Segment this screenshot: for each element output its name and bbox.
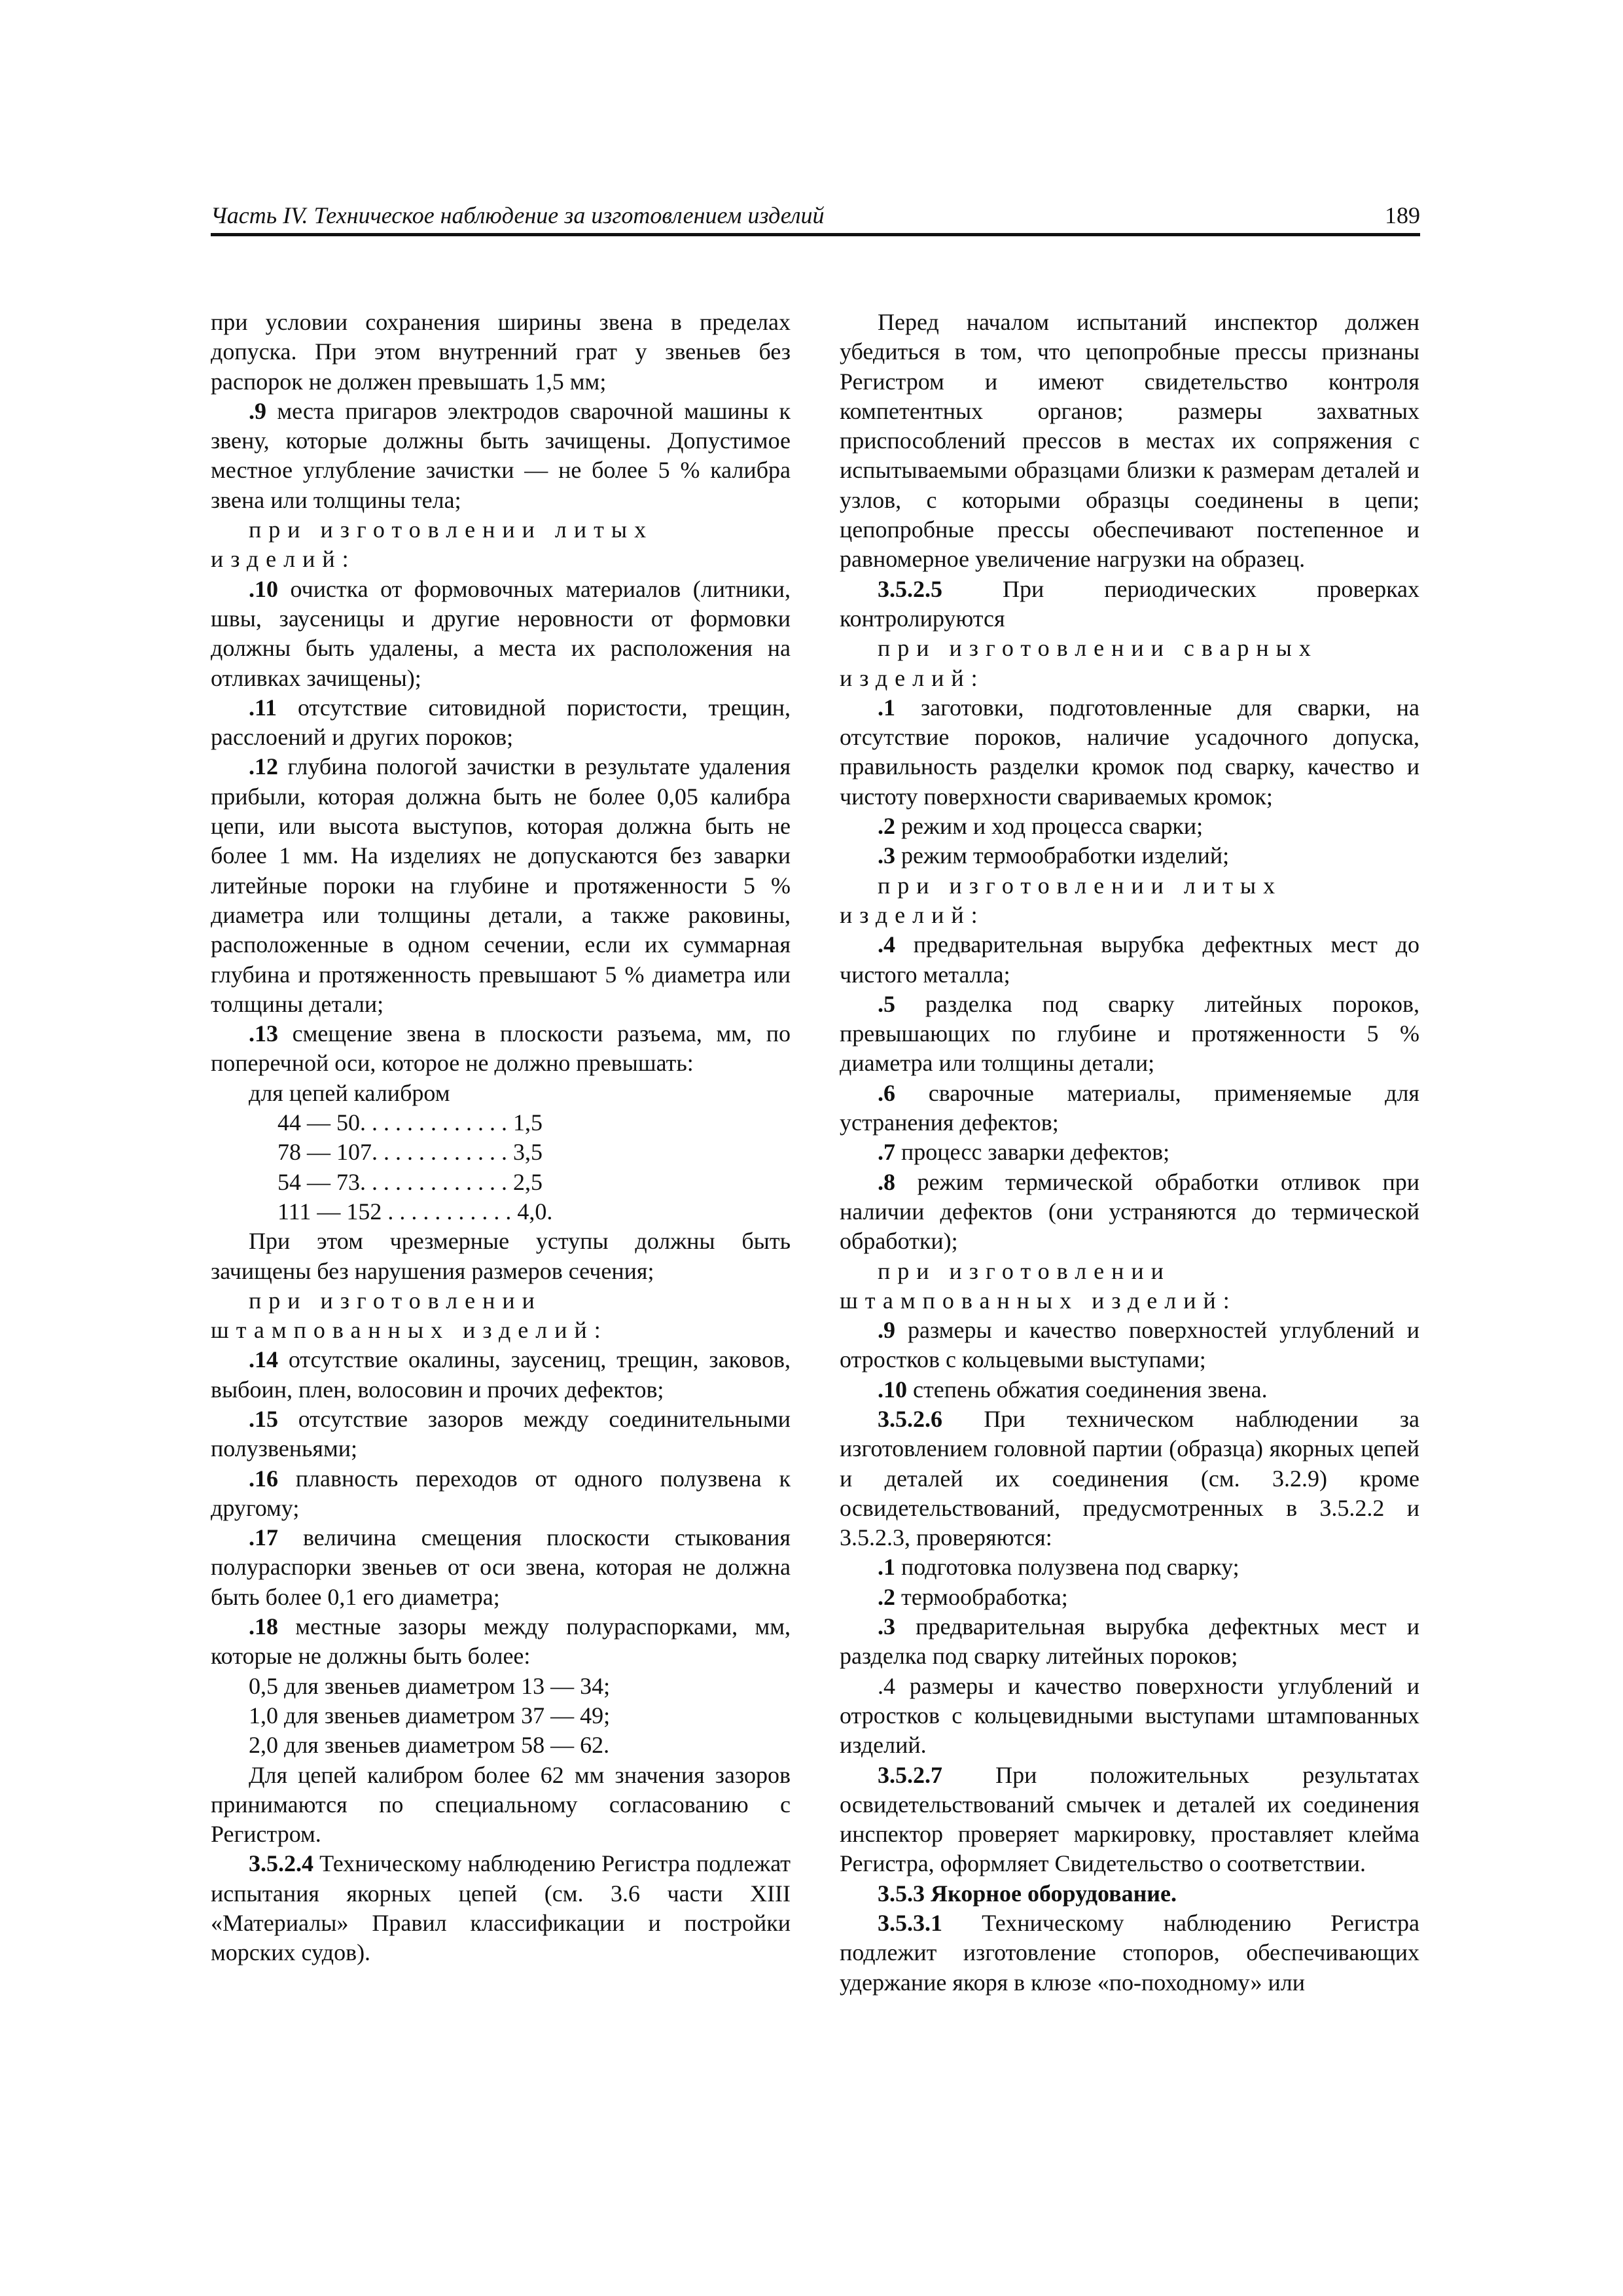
paragraph-text: 111 — 152 . . . . . . . . . . . 4,0. bbox=[277, 1198, 553, 1225]
paragraph bbox=[840, 930, 1419, 990]
item-number: .5 bbox=[878, 990, 895, 1017]
paragraph bbox=[840, 1316, 1419, 1375]
item-number: 3.5.2.5 bbox=[878, 575, 942, 602]
paragraph bbox=[211, 693, 791, 753]
item-number: .14 bbox=[249, 1346, 278, 1373]
paragraph-text: глубина пологой зачистки в результате удаления прибыли, которая должна быть не более 0,05 калибра цепи, или высота выступов, которая должна быть не более 1 мм. На изделиях не допускаются без заварки литейные пороки на глубине и протяженности 5 % диаметра или толщины детали, а также раковины, расположенные в одном сечении, если их суммарная глубина и протяженность превышают 5 % диаметра или толщины детали; bbox=[211, 753, 791, 1017]
paragraph-text: 0,5 для звеньев диаметром 13 — 34; bbox=[249, 1672, 611, 1699]
paragraph-text: Техническому наблюдению Регистра подлежит изготовление стопоров, обеспечивающих удержание якоря в клюзе «по-походному» или bbox=[840, 1910, 1419, 1996]
left-column bbox=[211, 308, 791, 1968]
item-number: .10 bbox=[249, 575, 278, 602]
paragraph bbox=[840, 1375, 1419, 1405]
item-number: 3.5.2.7 bbox=[878, 1761, 942, 1788]
paragraph-text: отсутствие окалины, заусениц, трещин, заковов, выбоин, плен, волосовин и прочих дефектов; bbox=[211, 1346, 791, 1403]
item-number: .1 bbox=[878, 694, 895, 721]
paragraph bbox=[211, 1138, 791, 1167]
paragraph bbox=[840, 1909, 1419, 1998]
paragraph bbox=[840, 1552, 1419, 1582]
paragraph bbox=[840, 1761, 1419, 1879]
paragraph bbox=[840, 841, 1419, 870]
paragraph-text: заготовки, подготовленные для сварки, на отсутствие пороков, наличие усадочного допуска, правильность разделки кромок под сварку, качество и чистоту поверхности свариваемых кромок; bbox=[840, 694, 1419, 810]
paragraph-text: 54 — 73. . . . . . . . . . . . . 2,5 bbox=[277, 1168, 543, 1195]
paragraph bbox=[211, 1079, 791, 1108]
page-number: 189 bbox=[1385, 202, 1420, 228]
paragraph bbox=[840, 871, 1419, 931]
paragraph-text: .4 размеры и качество поверхности углублений и отростков с кольцевидными выступами штампованных изделий. bbox=[840, 1672, 1419, 1759]
paragraph-text: при изготовлении штампованных изделий: bbox=[840, 1257, 1237, 1314]
item-number: .9 bbox=[878, 1317, 895, 1344]
item-number: 3.5.3.1 bbox=[878, 1910, 942, 1937]
paragraph-text: при изготовлении литых изделий: bbox=[840, 872, 1283, 928]
paragraph bbox=[211, 1405, 791, 1464]
item-number: .15 bbox=[249, 1405, 278, 1432]
paragraph-text: режим и ход процесса сварки; bbox=[895, 813, 1204, 840]
paragraph-text: при изготовлении литых изделий: bbox=[211, 516, 654, 573]
item-number: .2 bbox=[878, 1583, 895, 1610]
paragraph-text: места пригаров электродов сварочной машины к звену, которые должны быть зачищены. Допустимое местное углубление зачистки — не более 5 % калибра звена или толщины тела; bbox=[211, 397, 791, 513]
paragraph bbox=[840, 634, 1419, 693]
paragraph-text: Для цепей калибром более 62 мм значения зазоров принимаются по специальному согласованию с Регистром. bbox=[211, 1761, 791, 1848]
paragraph-text: отсутствие зазоров между соединительными полузвеньями; bbox=[211, 1405, 791, 1462]
paragraph bbox=[211, 1227, 791, 1286]
paragraph bbox=[211, 1108, 791, 1138]
paragraph bbox=[211, 1672, 791, 1701]
paragraph-text: режим термической обработки отливок при наличии дефектов (они устраняются до термической обработки); bbox=[840, 1168, 1419, 1255]
paragraph bbox=[211, 1523, 791, 1612]
right-column bbox=[840, 308, 1419, 1998]
paragraph bbox=[840, 575, 1419, 634]
item-number: 3.5.2.6 bbox=[878, 1405, 942, 1432]
paragraph-text: Перед началом испытаний инспектор должен убедиться в том, что цепопробные прессы признаны Регистром и имеют свидетельство контроля компетентных органов; размеры захватных приспособлений прессов в местах их сопряжения с испытываемыми образцами близки к размерам деталей и узлов, с которыми образцы соединены в цепи; цепопробные прессы обеспечивают постепенное и равномерное увеличение нагрузки на образец. bbox=[840, 309, 1419, 573]
item-number: .9 bbox=[249, 397, 266, 424]
paragraph-text: размеры и качество поверхностей углублений и отростков с кольцевыми выступами; bbox=[840, 1317, 1419, 1373]
item-number: .4 bbox=[878, 931, 895, 958]
paragraph bbox=[840, 1257, 1419, 1316]
running-title: Часть IV. Техническое наблюдение за изготовлением изделий bbox=[211, 202, 825, 228]
paragraph bbox=[840, 990, 1419, 1079]
paragraph-text: величина смещения плоскости стыкования полураспорки звеньев от оси звена, которая не должна быть более 0,1 его диаметра; bbox=[211, 1524, 791, 1610]
item-number: .3 bbox=[878, 842, 895, 869]
paragraph-text: режим термообработки изделий; bbox=[895, 842, 1230, 869]
item-number: .1 bbox=[878, 1554, 895, 1581]
paragraph bbox=[211, 308, 791, 397]
paragraph-text: При этом чрезмерные уступы должны быть зачищены без нарушения размеров сечения; bbox=[211, 1228, 791, 1284]
paragraph-text: при условии сохранения ширины звена в пределах допуска. При этом внутренний грат у звеньев без распорок не должен превышать 1,5 мм; bbox=[211, 309, 791, 395]
paragraph-text: предварительная вырубка дефектных мест и разделка под сварку литейных пороков; bbox=[840, 1613, 1419, 1670]
paragraph bbox=[840, 1672, 1419, 1761]
item-number: .12 bbox=[249, 753, 278, 780]
paragraph bbox=[211, 1345, 791, 1405]
paragraph-text: предварительная вырубка дефектных мест до чистого металла; bbox=[840, 931, 1419, 988]
paragraph-text: смещение звена в плоскости разъема, мм, по поперечной оси, которое не должно превышать: bbox=[211, 1020, 791, 1077]
paragraph-text: При периодических проверках контролируются bbox=[840, 575, 1419, 632]
paragraph-text: сварочные материалы, применяемые для устранения дефектов; bbox=[840, 1079, 1419, 1136]
paragraph bbox=[840, 1405, 1419, 1552]
paragraph bbox=[211, 1464, 791, 1524]
item-number: 3.5.3 Якорное оборудование. bbox=[878, 1880, 1177, 1907]
paragraph-text: 1,0 для звеньев диаметром 37 — 49; bbox=[249, 1702, 611, 1729]
item-number: .8 bbox=[878, 1168, 895, 1195]
item-number: .13 bbox=[249, 1020, 278, 1047]
paragraph bbox=[211, 1197, 791, 1227]
item-number: 3.5.2.4 bbox=[249, 1850, 313, 1877]
paragraph bbox=[211, 1019, 791, 1079]
paragraph bbox=[840, 1079, 1419, 1138]
paragraph bbox=[211, 752, 791, 1019]
paragraph bbox=[840, 1879, 1419, 1909]
paragraph-text: 78 — 107. . . . . . . . . . . . 3,5 bbox=[277, 1139, 543, 1166]
item-number: .2 bbox=[878, 813, 895, 840]
paragraph bbox=[211, 397, 791, 515]
paragraph bbox=[840, 1612, 1419, 1672]
paragraph bbox=[211, 1731, 791, 1760]
paragraph bbox=[840, 308, 1419, 575]
paragraph bbox=[840, 1168, 1419, 1257]
paragraph-text: отсутствие ситовидной пористости, трещин, расслоений и других пороков; bbox=[211, 694, 791, 751]
paragraph-text: степень обжатия соединения звена. bbox=[907, 1376, 1268, 1403]
paragraph bbox=[211, 575, 791, 693]
item-number: .17 bbox=[249, 1524, 278, 1551]
item-number: .10 bbox=[878, 1376, 907, 1403]
paragraph-text: Техническому наблюдению Регистра подлежат испытания якорных цепей (см. 3.6 части XIII «Материалы» Правил классификации и постройки морских судов). bbox=[211, 1850, 791, 1966]
paragraph-text: разделка под сварку литейных пороков, превышающих по глубине и протяженности 5 % диаметра или толщины детали; bbox=[840, 990, 1419, 1077]
paragraph bbox=[211, 1849, 791, 1967]
paragraph-text: 44 — 50. . . . . . . . . . . . . 1,5 bbox=[277, 1109, 543, 1136]
paragraph-text: процесс заварки дефектов; bbox=[895, 1139, 1170, 1166]
paragraph-text: плавность переходов от одного полузвена к другому; bbox=[211, 1465, 791, 1521]
paragraph-text: очистка от формовочных материалов (литники, швы, заусеницы и другие неровности от формовки должны быть удалены, а места их расположения на отливках зачищены); bbox=[211, 575, 791, 691]
paragraph bbox=[211, 515, 791, 575]
paragraph-text: 2,0 для звеньев диаметром 58 — 62. bbox=[249, 1732, 610, 1759]
paragraph-text: подготовка полузвена под сварку; bbox=[895, 1554, 1240, 1581]
item-number: .6 bbox=[878, 1079, 895, 1106]
paragraph-text: При техническом наблюдении за изготовлением головной партии (образца) якорных цепей и деталей их соединения (см. 3.2.9) кроме освидетельствований, предусмотренных в 3.5.2.2 и 3.5.2.3, проверяются: bbox=[840, 1405, 1419, 1551]
paragraph-text: местные зазоры между полураспорками, мм, которые не должны быть более: bbox=[211, 1613, 791, 1670]
paragraph-text: при изготовлении штампованных изделий: bbox=[211, 1287, 608, 1344]
paragraph-text: для цепей калибром bbox=[249, 1079, 450, 1106]
paragraph bbox=[211, 1612, 791, 1672]
paragraph bbox=[840, 1138, 1419, 1167]
item-number: .7 bbox=[878, 1139, 895, 1166]
paragraph bbox=[840, 812, 1419, 841]
paragraph-text: термообработка; bbox=[895, 1583, 1068, 1610]
paragraph-text: при изготовлении сварных изделий: bbox=[840, 635, 1318, 691]
item-number: .3 bbox=[878, 1613, 895, 1640]
paragraph bbox=[211, 1168, 791, 1197]
paragraph-text: При положительных результатах освидетельствований смычек и деталей их соединения инспектор проверяет маркировку, проставляет клейма Регистра, оформляет Свидетельство о соответствии. bbox=[840, 1761, 1419, 1877]
paragraph bbox=[211, 1286, 791, 1346]
paragraph bbox=[211, 1701, 791, 1731]
paragraph bbox=[211, 1761, 791, 1850]
paragraph bbox=[840, 1583, 1419, 1612]
running-header bbox=[211, 196, 1420, 236]
item-number: .11 bbox=[249, 694, 277, 721]
item-number: .16 bbox=[249, 1465, 278, 1492]
item-number: .18 bbox=[249, 1613, 278, 1640]
paragraph bbox=[840, 693, 1419, 812]
